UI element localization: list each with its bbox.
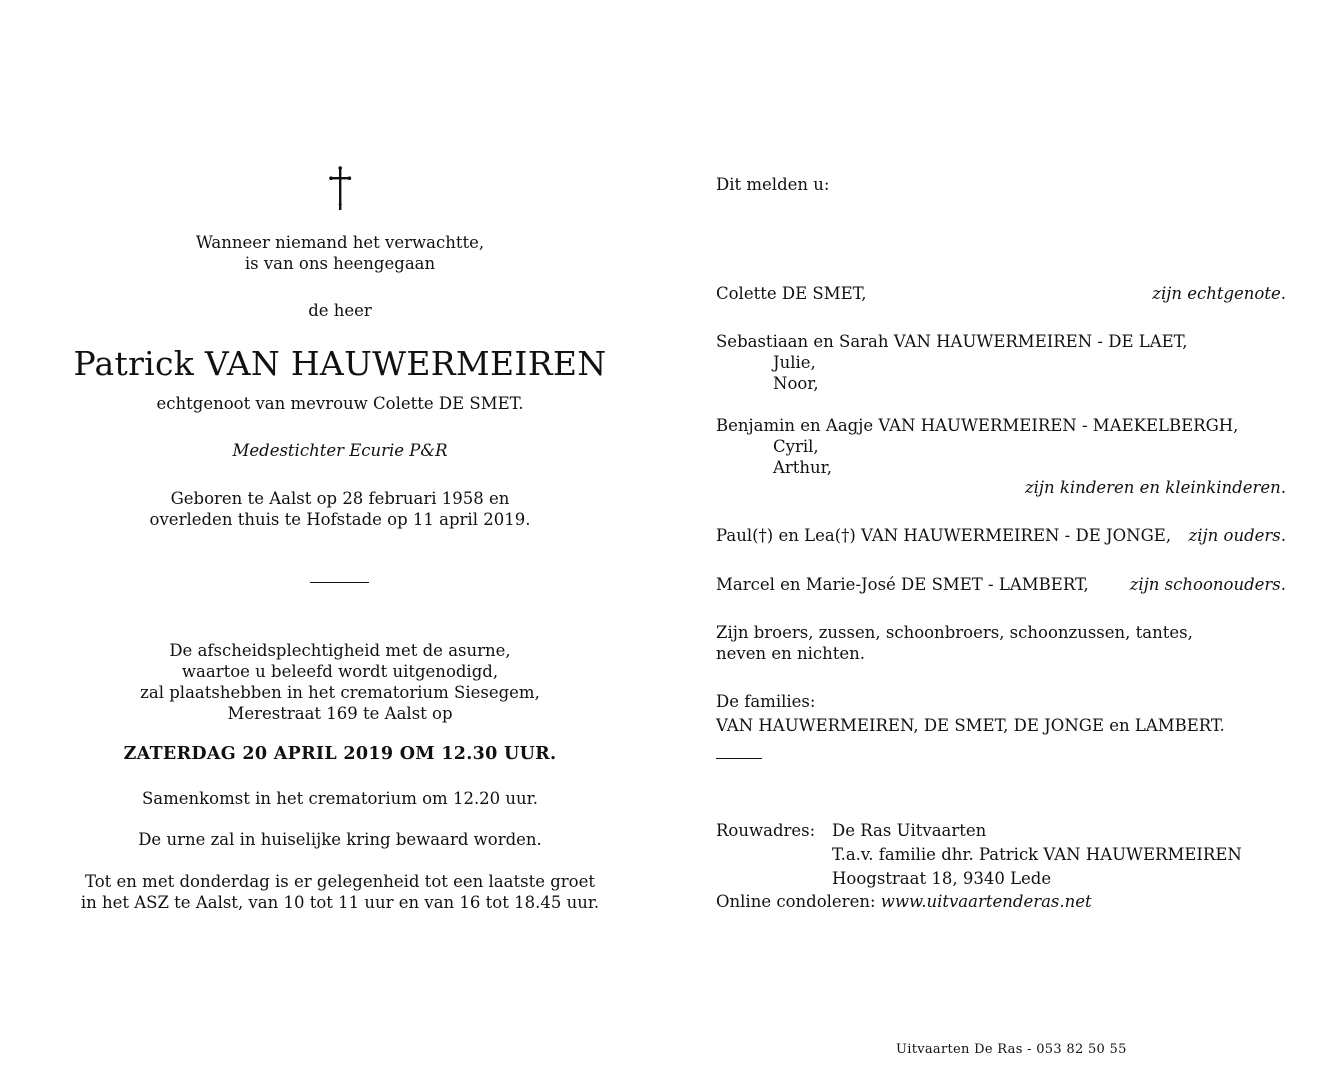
families-label: De families:: [716, 692, 816, 711]
wife-row: [716, 283, 1286, 304]
wife-name: Colette DE SMET,: [716, 284, 867, 303]
divider: [310, 582, 369, 583]
wife-relation: zijn echtgenote.: [1152, 284, 1286, 303]
address-label: Rouwadres:: [716, 821, 816, 840]
farewell-line-2: in het ASZ te Aalst, van 10 tot 11 uur en van 16 tot 18.45 uur.: [80, 893, 600, 912]
children-relation: zijn kinderen en kleinkinderen.: [1024, 478, 1286, 497]
family1-child-2: Noor,: [773, 374, 819, 393]
address-line-1: De Ras Uitvaarten: [832, 821, 987, 840]
deceased-name: Patrick VAN HAUWERMEIREN: [73, 344, 607, 383]
parents-relation: zijn ouders.: [1188, 526, 1286, 545]
parents-name: Paul(†) en Lea(†) VAN HAUWERMEIREN - DE JONGE,: [716, 526, 1172, 545]
birth-line-1: Geboren te Aalst op 28 februari 1958 en: [170, 489, 510, 508]
funeral-home-footer: Uitvaarten De Ras - 053 82 50 55: [896, 1042, 1127, 1057]
family2-child-1: Cyril,: [773, 437, 819, 456]
parents-row: [716, 525, 1286, 546]
online-url[interactable]: www.uitvaartenderas.net: [880, 892, 1092, 911]
in-laws-name: Marcel en Marie-José DE SMET - LAMBERT,: [716, 575, 1089, 594]
role-line: Medestichter Ecurie P&R: [232, 441, 448, 460]
siblings-line-2: neven en nichten.: [716, 644, 866, 663]
cross-icon: [326, 166, 354, 212]
family2-child-2: Arthur,: [773, 458, 833, 477]
announce-header: Dit melden u:: [716, 175, 830, 194]
ceremony-date: ZATERDAG 20 APRIL 2019 OM 12.30 UUR.: [123, 744, 557, 764]
ceremony-line-2: waartoe u beleefd wordt uitgenodigd,: [181, 662, 499, 681]
honorific: de heer: [308, 301, 372, 320]
family1-child-1: Julie,: [773, 353, 816, 372]
in-laws-relation: zijn schoonouders.: [1129, 575, 1286, 594]
urn-line: De urne zal in huiselijke kring bewaard worden.: [138, 830, 542, 849]
ceremony-line-4: Merestraat 169 te Aalst op: [227, 704, 453, 723]
siblings-line-1: Zijn broers, zussen, schoonbroers, schoonzussen, tantes,: [716, 623, 1193, 642]
gathering-line: Samenkomst in het crematorium om 12.20 uur.: [141, 789, 539, 808]
farewell-line-1: Tot en met donderdag is er gelegenheid tot een laatste groet: [85, 872, 595, 891]
spouse-line: echtgenoot van mevrouw Colette DE SMET.: [156, 394, 524, 413]
family2-parents: Benjamin en Aagje VAN HAUWERMEIREN - MAEKELBERGH,: [716, 416, 1239, 435]
in-laws-row: [716, 574, 1286, 595]
ceremony-line-1: De afscheidsplechtigheid met de asurne,: [169, 641, 511, 660]
families-names: VAN HAUWERMEIREN, DE SMET, DE JONGE en LAMBERT.: [716, 716, 1225, 735]
address-line-2: T.a.v. familie dhr. Patrick VAN HAUWERMEIREN: [832, 845, 1242, 864]
online-label: Online condoleren:: [716, 892, 876, 911]
intro-line-2: is van ons heengegaan: [244, 254, 436, 273]
ceremony-line-3: zal plaatshebben in het crematorium Siesegem,: [140, 683, 540, 702]
address-line-3: Hoogstraat 18, 9340 Lede: [832, 869, 1052, 888]
birth-line-2: overleden thuis te Hofstade op 11 april 2019.: [149, 510, 531, 529]
family1-parents: Sebastiaan en Sarah VAN HAUWERMEIREN - DE LAET,: [716, 332, 1188, 351]
intro-line-1: Wanneer niemand het verwachtte,: [195, 233, 485, 252]
divider-right: [716, 758, 762, 759]
children-relation-row: [716, 477, 1286, 498]
online-condolence: [716, 891, 1092, 912]
